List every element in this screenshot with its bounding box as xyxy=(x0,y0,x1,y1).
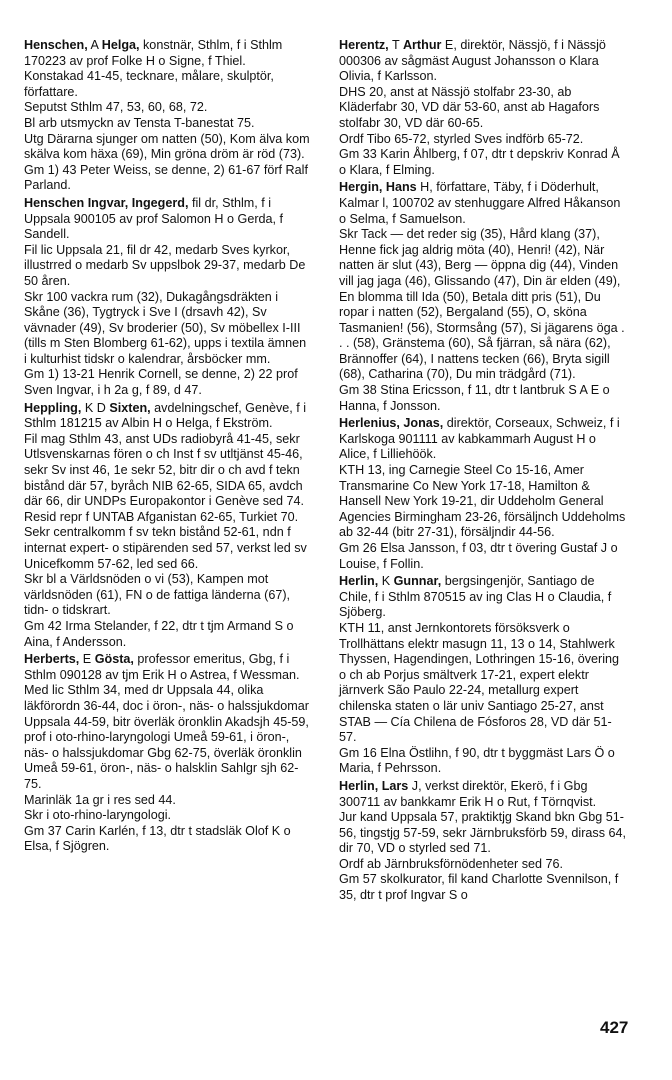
entry-given-name: Gösta, xyxy=(94,652,134,667)
entry-line: KTH 13, ing Carnegie Steel Co 15-16, Amer Transmarine Co New York 17-18, Hamilton & Hansell New York 19-21, dir Uddeholm General Agencies Birmingham 23-26, försäljnch Uddeholms ab 32-44 (bitr 27-31), försäljndir 44-56. xyxy=(339,463,626,540)
entry-heading xyxy=(339,180,627,227)
entry-line: Fil mag Sthlm 43, anst UDs radiobyrå 41-45, sekr Utlsvenskarnas fören o ch Inst f sv utltjänst 45-46, sekr Sv inst 46, 1e sekr 52, bitr dir o ch avd f tekn bistånd där 57, byråch NIB 62-65, SIDA 65, avdch där 66, dir UNDPs Europakontor i Genève sed 74. xyxy=(24,431,305,509)
entry xyxy=(339,38,627,178)
entry-summary: konstnär, Sthlm, f i Sthlm 170223 av prof Folke H o Signe, f Thiel. xyxy=(24,38,283,68)
entry xyxy=(339,180,627,414)
entry-line: Gm 1) 13-21 Henrik Cornell, se denne, 2) 22 prof Sven Ingvar, i h 2a g, f 89, d 47. xyxy=(24,367,298,398)
entry-given-name: Helga, xyxy=(101,38,140,52)
entry-surname: Herlin, xyxy=(339,574,379,589)
right-column xyxy=(339,38,627,906)
entry-line: Gm 1) 43 Peter Weiss, se denne, 2) 61-67 förf Ralf Parland. xyxy=(24,162,308,193)
entry-surname: Herberts, xyxy=(24,652,80,667)
entry-line: KTH 11, anst Jernkontorets försöksverk o Trollhättans elektr masugn 11, 13 o 14, Stahlwerk Thyssen, Hagendingen, Lothringen 15-16, övering o ch ab Porjus smältverk 17-21, expert elektr järnverk São Paulo 22-24, metallurg expert chilenska staten o lär univ Santiago 25-27, anst STAB — Cía Chilena de Fósforos 28, VD där 51-57. xyxy=(339,620,620,745)
entry-surname: Herentz, xyxy=(339,38,389,52)
entry-line: Konstakad 41-45, tecknare, målare, skulptör, författare. xyxy=(24,69,274,99)
entry xyxy=(339,574,627,777)
page-number: 427 xyxy=(600,1018,629,1037)
entry-surname: Herlenius, xyxy=(339,416,400,431)
entry-surname: Herlin, xyxy=(339,778,379,793)
entry-line: Sekr centralkomm f sv tekn bistånd 52-61, ndn f internat expert- o stipärenden sed 57, verkst led sv Unicefkomm 57-62, led sed 66. xyxy=(24,525,307,571)
entry-line: Skr bl a Världsnöden o vi (53), Kampen mot världsnöden (61), FN o de fattiga länderna (67), tidn- o tidskrart. xyxy=(24,572,291,618)
entry-summary: J, verkst direktör, Ekerö, f i Gbg 300711 av bankkamr Erik H o Rut, f Törnqvist. xyxy=(339,778,597,809)
entry-line: Gm 16 Elna Östlihn, f 90, dtr t byggmäst Lars Ö o Maria, f Pehrsson. xyxy=(339,745,615,776)
entry-line: Jur kand Uppsala 57, praktiktjg Skand bkn Gbg 51-56, tingstjg 57-59, sekr Järnbruksförb 59, dirass 64, dir 70, VD o styrled sed 71. xyxy=(339,810,627,856)
entry xyxy=(24,38,312,194)
entry-surname: Henschen, xyxy=(24,38,88,52)
entry-summary: direktör, Corseaux, Schweiz, f i Karlskoga 901111 av kabkammarh August H o Alice, f Lilliehöök. xyxy=(339,416,620,462)
entry-heading xyxy=(339,38,627,85)
entry-line: Skr i oto-rhino-laryngologi. xyxy=(24,808,171,823)
entry-line: Med lic Sthlm 34, med dr Uppsala 44, olika läkförordn 36-44, doc i öron-, näs- o halssjukdomar Uppsala 44-59, bitr överläk öronklin Akadsjh 45-59, prof i oto-rhino-laryngologi Umeå 59-61, i öron-, näs- o halssjukdomar Gbg 62-75, överläk öronklin Umeå 59-61, öron-, näs- o halsklin Sahlgr sjh 62-75. xyxy=(24,683,309,791)
entry-line: Bl arb utsmyckn av Tensta T-banestat 75. xyxy=(24,115,255,130)
entry-given-name: Jonas, xyxy=(403,416,444,431)
entry-summary: H, författare, Täby, f i Döderhult, Kalmar l, 100702 av stenhuggare Alfred Håkanson o Selma, f Samuelson. xyxy=(339,180,621,226)
entry-line: Skr Tack — det reder sig (35), Hård klang (37), Henne fick jag aldrig möta (40), Henri! (42), När natten är slut (43), Berg — öppna dig (44), Vinden vill jag jaga (46), Glissando (47), Din är elden (49), En blomma till Ida (50), Betala ditt pris (51), Du ropar i natten (52), Bergaland (55), O, sköna Tasmanien! (56), Stormsång (57), Si jägarens öga . . . (58), Gränstema (60), Så fjärran, så nära (62), Brännoffer (64), I nattens tecken (66), Bryta sigill (68), Catharina (70), Du min trädgård (71). xyxy=(339,227,625,382)
entry xyxy=(339,416,627,572)
entry-line: Gm 38 Stina Ericsson, f 11, dtr t lantbruk S A E o Hanna, f Jonsson. xyxy=(339,383,610,413)
entry-line: Gm 42 Irma Stelander, f 22, dtr t tjm Armand S o Aina, f Andersson. xyxy=(24,618,294,649)
entry-given-name: Gunnar, xyxy=(393,574,442,589)
entry-heading xyxy=(339,574,627,621)
entry-given-name: Lars xyxy=(381,778,409,793)
entry-heading xyxy=(24,652,312,683)
entry-surname: Hergin, xyxy=(339,180,383,195)
entry-summary: E, direktör, Nässjö, f i Nässjö 000306 av sågmäst August Johansson o Klara Olivia, f Karlsson. xyxy=(339,38,606,84)
entry xyxy=(339,779,627,904)
entry-summary: professor emeritus, Gbg, f i Sthlm 090128 av tjm Erik H o Astrea, f Wessman. xyxy=(24,652,300,682)
entry-summary: bergsingenjör, Santiago de Chile, f i Sthlm 870515 av ing Clas H o Claudia, f Sjöberg. xyxy=(339,574,612,620)
entry-line: Ordf Tibo 65-72, styrled Sves indförb 65-72. xyxy=(339,131,584,146)
entry-summary: fil dr, Sthlm, f i Uppsala 900105 av prof Salomon H o Gerda, f Sandell. xyxy=(24,195,284,242)
entry-line: Resid repr f UNTAB Afganistan 62-65, Turkiet 70. xyxy=(24,509,299,524)
entry-line: Gm 33 Karin Åhlberg, f 07, dtr t depskriv Konrad Å o Klara, f Elming. xyxy=(339,147,620,177)
entry-heading xyxy=(339,779,627,810)
entry xyxy=(24,196,312,399)
entry-given-name: Sixten, xyxy=(109,400,151,415)
entry-given-name: Ingegerd, xyxy=(131,195,189,210)
entry-heading xyxy=(24,401,312,432)
entry xyxy=(24,401,312,651)
entry-heading xyxy=(24,38,312,69)
entry-heading xyxy=(339,416,627,463)
entry-summary: avdelningschef, Genève, f i Sthlm 181215 av Albin H o Helga, f Ekström. xyxy=(24,400,307,431)
entry-initials: K D xyxy=(81,400,110,415)
entry-line: Fil lic Uppsala 21, fil dr 42, medarb Sves kyrkor, illustrred o medarb Sv uppslbok 29-37, medarb De 50 åren. xyxy=(24,242,306,288)
entry-line: Skr 100 vackra rum (32), Dukagångsdräkten i Skåne (36), Tygtryck i Sve I (drsavh 42), Sv vävnader (49), Sv broderier (50), Sv möbellex I-III (tills m Sten Blomberg 61-62), upps i textila ämnen i kulturhist tidskr o kalendrar, årsböcker mm. xyxy=(24,289,307,366)
entry-initials: A xyxy=(87,38,102,52)
entry-line: Gm 57 skolkurator, fil kand Charlotte Svennilson, f 35, dtr t prof Ingvar S o xyxy=(339,872,619,903)
entry-line: Seputst Sthlm 47, 53, 60, 68, 72. xyxy=(24,100,208,115)
entry-line: Ordf ab Järnbruksförnödenheter sed 76. xyxy=(339,856,564,871)
left-column xyxy=(24,38,312,857)
entry-initials: E xyxy=(79,652,95,667)
entry-line: Marinläk 1a gr i res sed 44. xyxy=(24,792,176,807)
entry-line: DHS 20, anst at Nässjö stolfabr 23-30, ab Kläderfabr 30, VD där 53-60, anst ab Hagafors stolfabr 30, VD där 60-65. xyxy=(339,84,600,130)
entry-line: Gm 26 Elsa Jansson, f 03, dtr t övering Gustaf J o Louise, f Follin. xyxy=(339,541,618,571)
entry xyxy=(24,652,312,855)
entry-heading xyxy=(24,196,312,243)
entry-initials: K xyxy=(378,574,394,589)
entry-given-name: Hans xyxy=(385,180,417,195)
entry-given-name: Arthur xyxy=(402,38,442,52)
entry-surname: Henschen Ingvar, xyxy=(24,195,129,210)
entry-line: Utg Därarna sjunger om natten (50), Kom älva kom skälva kom häxa (69), Min gröna dröm är röd (73). xyxy=(24,131,310,162)
entry-surname: Heppling, xyxy=(24,400,82,415)
entry-initials: T xyxy=(388,38,403,52)
entry-line: Gm 37 Carin Karlén, f 13, dtr t stadsläk Olof K o Elsa, f Sjögren. xyxy=(24,823,291,854)
